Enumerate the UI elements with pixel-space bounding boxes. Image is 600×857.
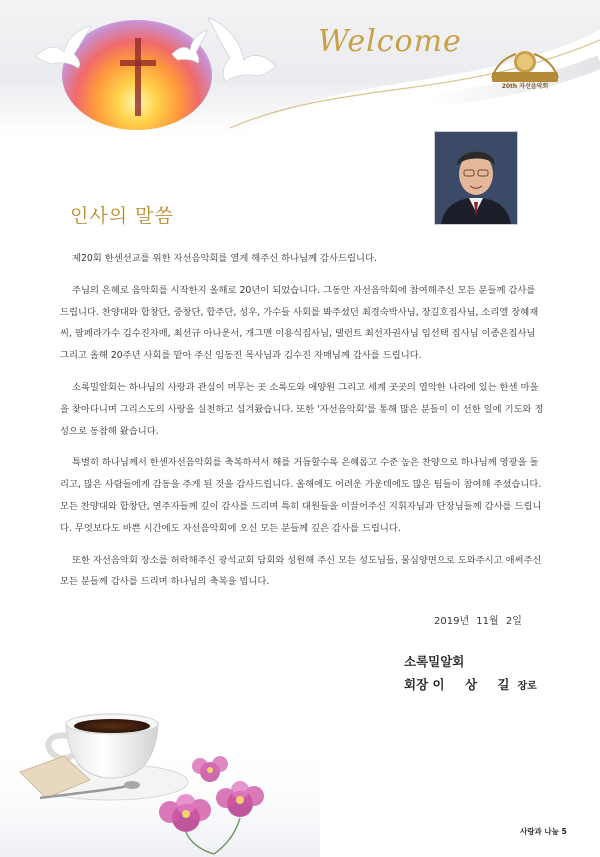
signature-name: 이 상 길 [432, 677, 518, 692]
badge-label: 20th 자선음악회 [501, 83, 549, 90]
signature-suffix: 장로 [517, 681, 537, 692]
paragraph: 제20회 한센선교를 위한 자선음악회를 열게 해주신 하나님께 감사드립니다. [72, 253, 377, 264]
coffee-flower-decoration [0, 686, 320, 857]
page-footer: 사랑과 나눔 5 [520, 827, 567, 836]
welcome-script: Welcome [318, 24, 462, 59]
header-banner [0, 0, 600, 135]
dove-icon [200, 16, 278, 86]
anniversary-badge [486, 48, 564, 90]
paragraph: 주님의 은혜로 음악회를 시작한지 올해로 20년이 되었습니다. 그동안 자선음악회에 참여해주신 모든 분들께 감사를 드립니다. 찬양대와 합창단, 중창단, 합주단, 성우, 가수들 사회를 봐주셨던 최경숙박사님, 장길호집사님, 소리엘 장혜재씨, 팝페라가수 김수진자매, 최선규 아나운서, 개그맨 이용식집사님, 탤런트 최선자권사님 임선택 집사님 이종은집사님 그리고 올해 20주년 사회를 맡아 주신 임동진 목사님과 김수진 자매님께 감사를 드립니다. [60, 284, 539, 362]
portrait-figure [435, 132, 517, 224]
paragraph: 또한 자선음악회 장소를 허락해주신 광석교회 담회와 성원해 주신 모든 성도님들, 물심양면으로 도와주시고 애써주신 모든 분들께 감사를 드리며 하나님의 축복을 빕니다. [60, 554, 542, 588]
cross-icon [120, 38, 156, 116]
signature [404, 675, 537, 693]
letter-date: 2019년 11월 2일 [434, 616, 522, 627]
dove-icon [34, 26, 96, 70]
letter-body [60, 248, 544, 603]
paragraph: 소록밀알회는 하나님의 사랑과 관심이 머무는 곳 소록도와 애양원 그리고 세계 곳곳의 열악한 나라에 있는 한센 마을을 찾아다니며 그리스도의 사랑을 실천하고 섬겨왔습니다. 또한 '자선음악회'를 통해 많은 분들이 이 선한 일에 기도와 정성으로 동참해 왔습니다. [60, 381, 544, 437]
organization-name: 소록밀알회 [404, 654, 465, 669]
portrait-photo [434, 131, 518, 225]
signature-role: 회장 [404, 677, 429, 692]
page-title: 인사의 말씀 [70, 205, 174, 227]
paragraph: 특별히 하나님께서 한센자선음악회를 축복하셔서 해를 거듭할수록 은혜롭고 수준 높은 찬양으로 하나님께 영광을 돌리고, 많은 사람들에게 감동을 주게 된 것을 감사드립니다. 올해에도 어려운 가운데에도 많은 팀들이 참여해 주셨습니다. 모든 찬양대와 합창단, 연주자들께 깊이 감사를 드리며 특히 대원들을 이끌어주신 지휘자님과 단장님들께 감사를 드립니다. 무엇보다도 바쁜 시간에도 자선음악회에 오신 모든 분들께 깊은 감사를 드립니다. [60, 457, 542, 534]
